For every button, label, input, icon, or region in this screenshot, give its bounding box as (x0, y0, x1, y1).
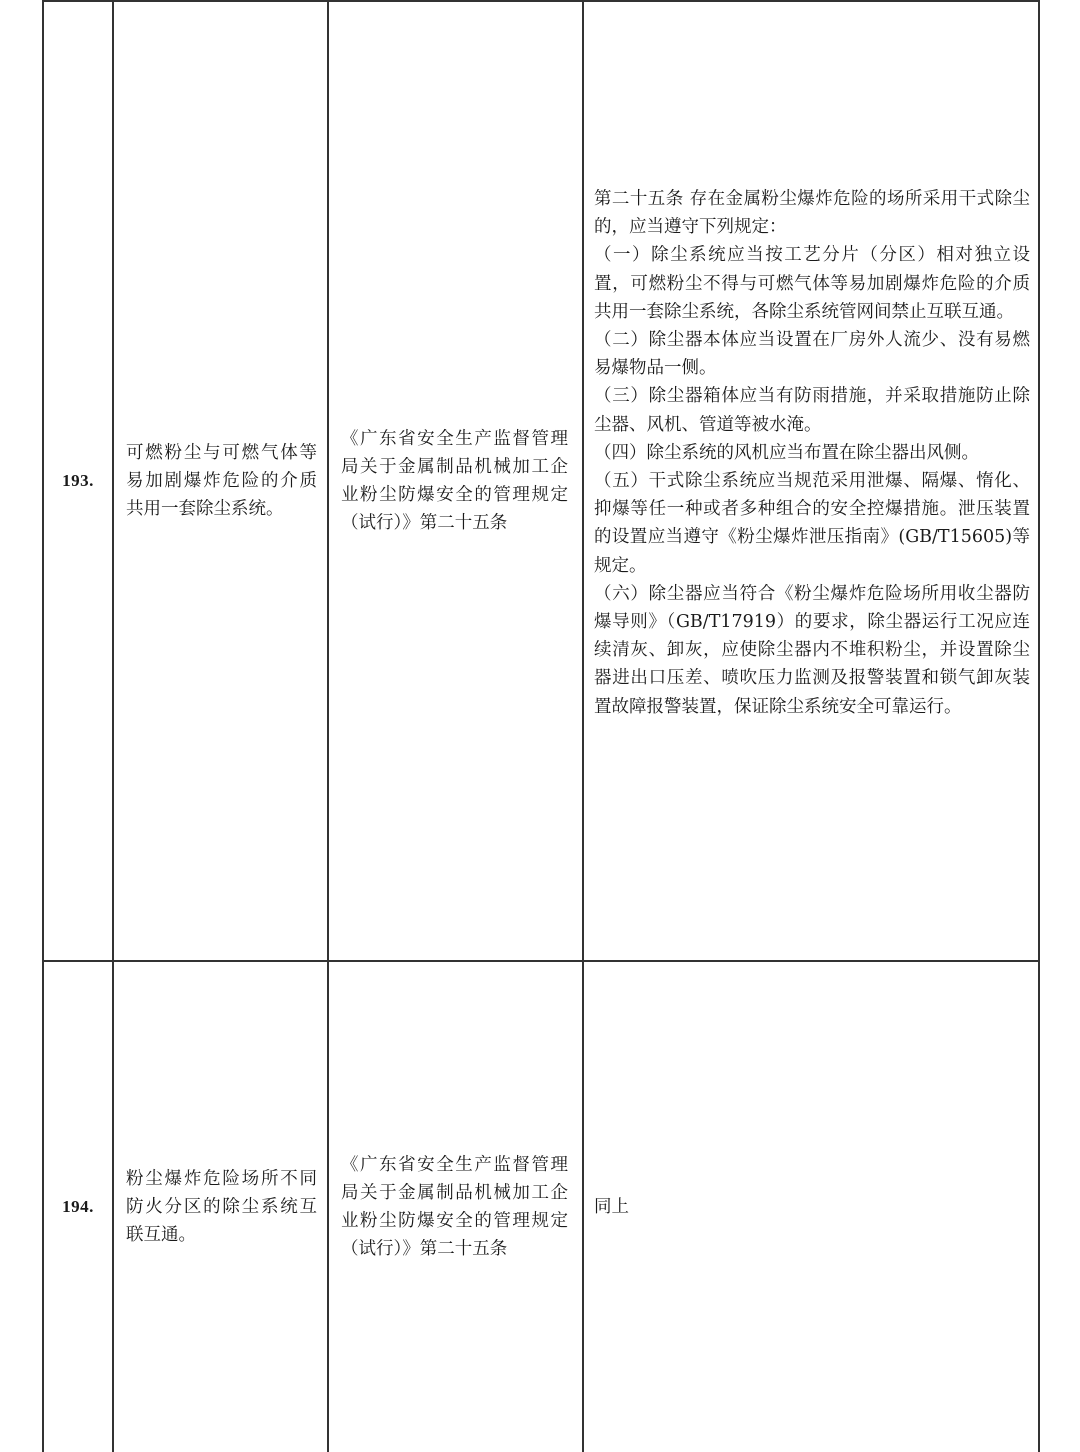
clause-paragraph: （六）除尘器应当符合《粉尘爆炸危险场所用收尘器防爆导则》（GB/T17919）的要求，除尘器运行工况应连续清灰、卸灰，应使除尘器内不堆积粉尘，并设置除尘器进出口压差、喷吹压力监测及报警装置和锁气卸灰装置故障报警装置，保证除尘系统安全可靠运行。 (594, 583, 1030, 717)
clause-paragraph: 第二十五条 存在金属粉尘爆炸危险的场所采用干式除尘的，应当遵守下列规定： (594, 189, 1030, 238)
regulation-clause (583, 961, 1039, 1452)
regulation-clause (583, 1, 1039, 961)
table-row (43, 1, 1039, 961)
legal-basis: 《广东省安全生产监督管理局关于金属制品机械加工企业粉尘防爆安全的管理规定（试行）》第二十五条 (328, 1, 583, 961)
table-row (43, 961, 1039, 1452)
clause-paragraph: （三）除尘器箱体应当有防雨措施，并采取措施防止除尘器、风机、管道等被水淹。 (594, 386, 1030, 435)
hazard-description: 可燃粉尘与可燃气体等易加剧爆炸危险的介质共用一套除尘系统。 (113, 1, 328, 961)
clause-paragraph: （二）除尘器本体应当设置在厂房外人流少、没有易燃易爆物品一侧。 (594, 330, 1030, 379)
same-as-above-text: 同上 (594, 1196, 629, 1217)
regulation-table (42, 0, 1040, 1452)
legal-basis: 《广东省安全生产监督管理局关于金属制品机械加工企业粉尘防爆安全的管理规定（试行）》第二十五条 (328, 961, 583, 1452)
row-number: 194. (43, 961, 113, 1452)
hazard-description: 粉尘爆炸危险场所不同防火分区的除尘系统互联互通。 (113, 961, 328, 1452)
row-number: 193. (43, 1, 113, 961)
clause-paragraph: （四）除尘系统的风机应当布置在除尘器出风侧。 (594, 442, 979, 463)
clause-paragraph: （五）干式除尘系统应当规范采用泄爆、隔爆、惰化、抑爆等任一种或者多种组合的安全控爆措施。泄压装置的设置应当遵守《粉尘爆炸泄压指南》(GB/T15605)等规定。 (594, 471, 1030, 576)
clause-paragraph: （一）除尘系统应当按工艺分片（分区）相对独立设置，可燃粉尘不得与可燃气体等易加剧爆炸危险的介质共用一套除尘系统，各除尘系统管网间禁止互联互通。 (594, 245, 1030, 322)
